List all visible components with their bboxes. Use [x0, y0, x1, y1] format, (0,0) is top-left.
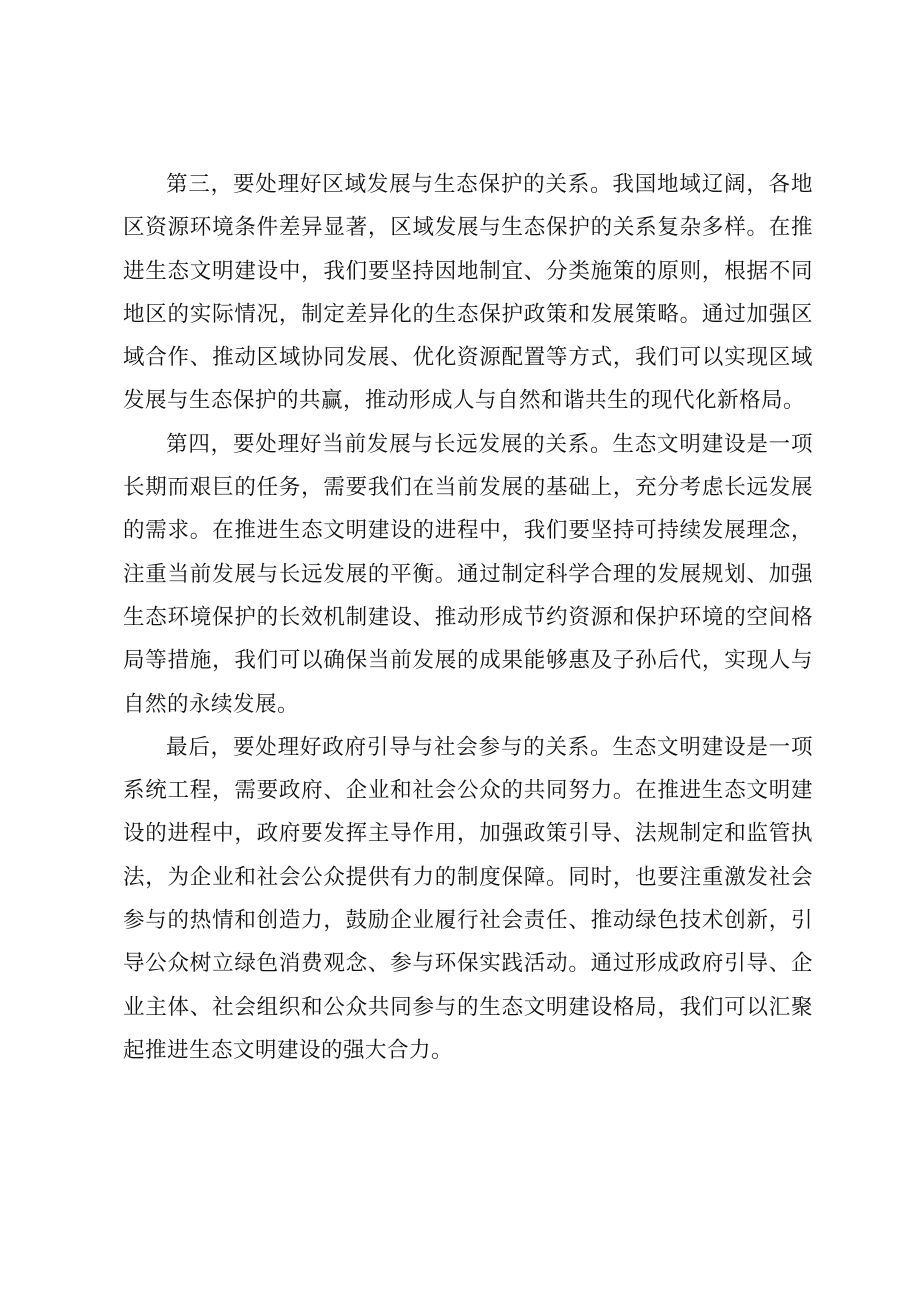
- paragraph-current-vs-long-term: 第四，要处理好当前发展与长远发展的关系。生态文明建设是一项长期而艰巨的任务，需要我们在当前发展的基础上，充分考虑长远发展的需求。在推进生态文明建设的进程中，我们要坚持可持续发展理念，注重当前发展与长远发展的平衡。通过制定科学合理的发展规划、加强生态环境保护的长效机制建设、推动形成节约资源和保护环境的空间格局等措施，我们可以确保当前发展的成果能够惠及子孙后代，实现人与自然的永续发展。: [123, 431, 813, 717]
- paragraph-regional-development: 第三，要处理好区域发展与生态保护的关系。我国地域辽阔，各地区资源环境条件差异显著，区域发展与生态保护的关系复杂多样。在推进生态文明建设中，我们要坚持因地制宜、分类施策的原则，根据不同地区的实际情况，制定差异化的生态保护政策和发展策略。通过加强区域合作、推动区域协同发展、优化资源配置等方式，我们可以实现区域发展与生态保护的共赢，推动形成人与自然和谐共生的现代化新格局。: [123, 172, 813, 414]
- paragraph-government-and-society: 最后，要处理好政府引导与社会参与的关系。生态文明建设是一项系统工程，需要政府、企业和社会公众的共同努力。在推进生态文明建设的进程中，政府要发挥主导作用，加强政策引导、法规制定和监管执法，为企业和社会公众提供有力的制度保障。同时，也要注重激发社会参与的热情和创造力，鼓励企业履行社会责任、推动绿色技术创新，引导公众树立绿色消费观念、参与环保实践活动。通过形成政府引导、企业主体、社会组织和公众共同参与的生态文明建设格局，我们可以汇聚起推进生态文明建设的强大合力。: [123, 734, 813, 1063]
- document-body: [123, 163, 813, 1072]
